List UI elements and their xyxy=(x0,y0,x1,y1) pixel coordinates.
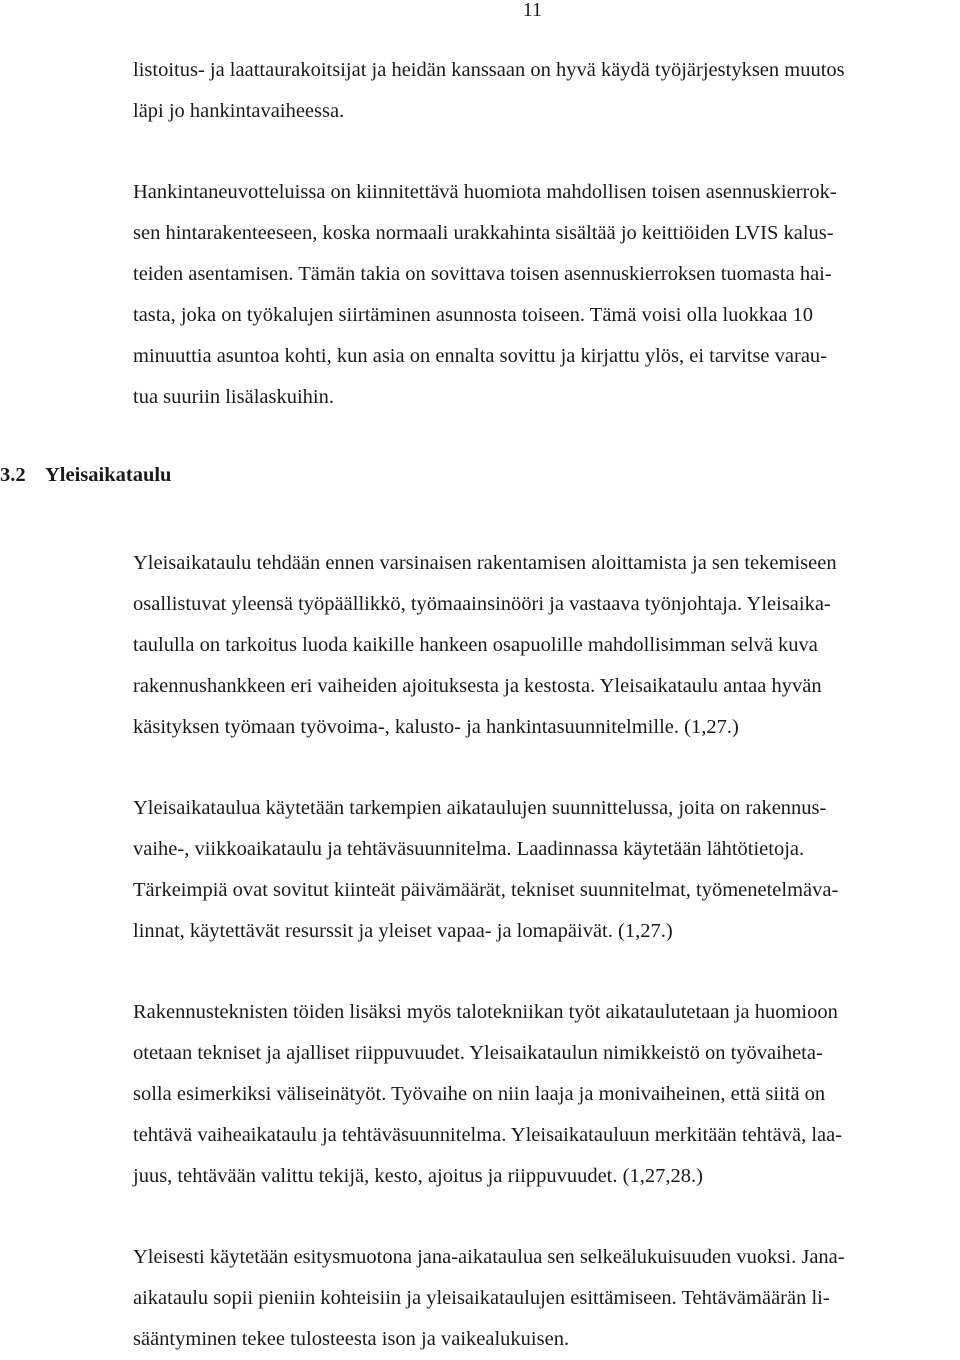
paragraph-6 xyxy=(133,1237,953,1360)
document-body xyxy=(0,50,953,1360)
paragraph-line: aikataulu sopii pieniin kohteisiin ja yleisaikataulujen esittämiseen. Tehtävämäärän li- xyxy=(133,1287,830,1309)
paragraph-line: käsityksen työmaan työvoima-, kalusto- ja hankintasuunnitelmille. (1,27.) xyxy=(133,716,739,738)
paragraph-line: juus, tehtävään valittu tekijä, kesto, ajoitus ja riippuvuudet. (1,27,28.) xyxy=(133,1165,703,1187)
paragraph-line: tasta, joka on työkalujen siirtäminen asunnosta toiseen. Tämä voisi olla luokkaa 10 xyxy=(133,304,813,326)
paragraph-line: linnat, käytettävät resurssit ja yleiset vapaa- ja lomapäivät. (1,27.) xyxy=(133,920,673,942)
paragraph-line: otetaan tekniset ja ajalliset riippuvuudet. Yleisaikataulun nimikkeistö on työvaiheta- xyxy=(133,1042,823,1064)
paragraph-line: Hankintaneuvotteluissa on kiinnitettävä huomiota mahdollisen toisen asennuskierrok- xyxy=(133,181,837,203)
page-number: 11 xyxy=(522,0,542,21)
paragraph-line: solla esimerkiksi väliseinätyöt. Työvaihe on niin laaja ja monivaiheinen, että siitä on xyxy=(133,1083,826,1105)
paragraph-line: Yleisesti käytetään esitysmuotona jana-aikataulua sen selkeälukuisuuden vuoksi. Jana- xyxy=(133,1246,845,1268)
paragraph-line: tua suuriin lisälaskuihin. xyxy=(133,386,334,408)
paragraph-line: Yleisaikataulu tehdään ennen varsinaisen rakentamisen aloittamista ja sen tekemiseen xyxy=(133,552,837,574)
paragraph-line: sääntyminen tekee tulosteesta ison ja vaikealukuisen. xyxy=(133,1328,570,1350)
paragraph-line: osallistuvat yleensä työpäällikkö, työmaainsinööri ja vastaava työnjohtaja. Yleisaika- xyxy=(133,593,831,615)
section-heading xyxy=(0,460,820,490)
paragraph-4 xyxy=(133,788,953,952)
paragraph-line: Yleisaikataulua käytetään tarkempien aikataulujen suunnittelussa, joita on rakennus- xyxy=(133,797,827,819)
section-number: 3.2 xyxy=(0,464,26,486)
paragraph-line: läpi jo hankintavaiheessa. xyxy=(133,100,345,122)
paragraph-line: rakennushankkeen eri vaiheiden ajoituksesta ja kestosta. Yleisaikataulu antaa hyvän xyxy=(133,675,822,697)
paragraph-line: taululla on tarkoitus luoda kaikille hankeen osapuolille mahdollisimman selvä kuva xyxy=(133,634,818,656)
paragraph-line: Tärkeimpiä ovat sovitut kiinteät päivämäärät, tekniset suunnitelmat, työmenetelmäva- xyxy=(133,879,839,901)
paragraph-line: vaihe-, viikkoaikataulu ja tehtäväsuunnitelma. Laadinnassa käytetään lähtötietoja. xyxy=(133,838,805,860)
paragraph-2 xyxy=(133,172,953,418)
paragraph-line: teiden asentamisen. Tämän takia on sovittava toisen asennuskierroksen tuomasta hai- xyxy=(133,263,832,285)
paragraph-line: minuuttia asuntoa kohti, kun asia on ennalta sovittu ja kirjattu ylös, ei tarvitse varau- xyxy=(133,345,827,367)
paragraph-3 xyxy=(133,543,953,748)
paragraph-5 xyxy=(133,992,953,1197)
paragraph-1 xyxy=(133,50,953,132)
section-title: Yleisaikataulu xyxy=(45,464,172,486)
paragraph-line: Rakennusteknisten töiden lisäksi myös talotekniikan työt aikataulutetaan ja huomioon xyxy=(133,1001,838,1023)
paragraph-line: listoitus- ja laattaurakoitsijat ja heidän kanssaan on hyvä käydä työjärjestyksen muutos xyxy=(133,59,845,81)
paragraph-line: tehtävä vaiheaikataulu ja tehtäväsuunnitelma. Yleisaikatauluun merkitään tehtävä, laa- xyxy=(133,1124,843,1146)
paragraph-line: sen hintarakenteeseen, koska normaali urakkahinta sisältää jo keittiöiden LVIS kalus- xyxy=(133,222,834,244)
